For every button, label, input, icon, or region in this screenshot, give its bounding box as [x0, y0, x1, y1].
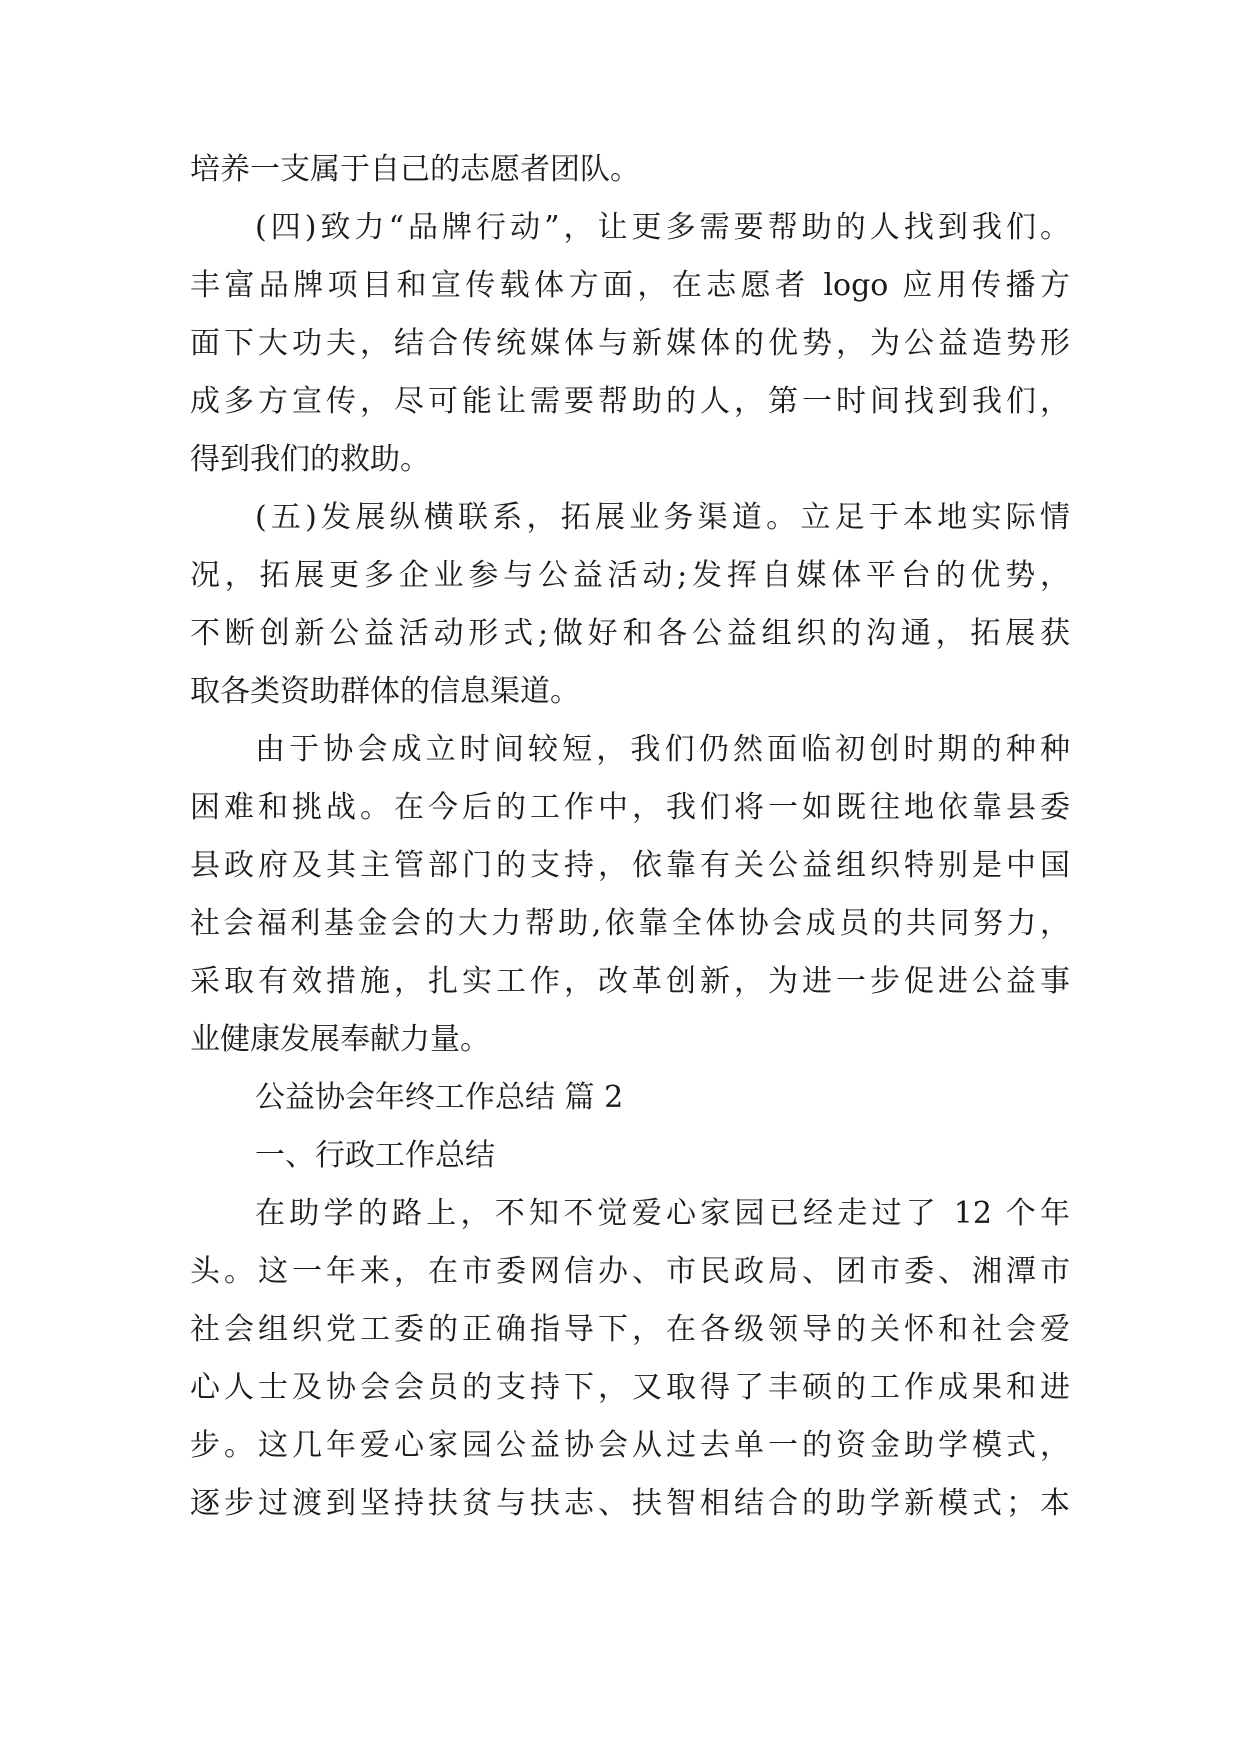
text-line: 县政府及其主管部门的支持，依靠有关公益组织特别是中国: [190, 848, 1070, 883]
text-line: 得到我们的救助。: [190, 442, 430, 477]
text-line: 取各类资助群体的信息渠道。: [190, 674, 580, 709]
text-line: 困难和挑战。在今后的工作中，我们将一如既往地依靠县委: [190, 790, 1070, 825]
text-line: 在助学的路上，不知不觉爱心家园已经走过了 12 个年: [255, 1196, 1070, 1231]
text-line: (五)发展纵横联系，拓展业务渠道。立足于本地实际情: [255, 500, 1070, 535]
subsection-heading: 一、行政工作总结: [255, 1138, 495, 1173]
text-line: 况，拓展更多企业参与公益活动;发挥自媒体平台的优势，: [190, 558, 1070, 593]
text-line: 由于协会成立时间较短，我们仍然面临初创时期的种种: [255, 732, 1070, 767]
text-line: (四)致力“品牌行动”，让更多需要帮助的人找到我们。: [255, 210, 1070, 245]
text-line: 社会组织党工委的正确指导下，在各级领导的关怀和社会爱: [190, 1312, 1070, 1347]
text-line: 头。这一年来，在市委网信办、市民政局、团市委、湘潭市: [190, 1254, 1070, 1289]
text-line: 面下大功夫，结合传统媒体与新媒体的优势，为公益造势形: [190, 326, 1070, 361]
text-line: 社会福利基金会的大力帮助,依靠全体协会成员的共同努力，: [190, 906, 1070, 941]
text-line: 成多方宣传，尽可能让需要帮助的人，第一时间找到我们，: [190, 384, 1070, 419]
text-line: 丰富品牌项目和宣传载体方面，在志愿者 logo 应用传播方: [190, 268, 1070, 303]
text-line: 采取有效措施，扎实工作，改革创新，为进一步促进公益事: [190, 964, 1070, 999]
text-line: 业健康发展奉献力量。: [190, 1022, 490, 1057]
text-line: 心人士及协会会员的支持下，又取得了丰硕的工作成果和进: [190, 1370, 1070, 1405]
text-line: 不断创新公益活动形式;做好和各公益组织的沟通，拓展获: [190, 616, 1070, 651]
text-line: 步。这几年爱心家园公益协会从过去单一的资金助学模式，: [190, 1428, 1070, 1463]
text-line: 逐步过渡到坚持扶贫与扶志、扶智相结合的助学新模式；本: [190, 1486, 1070, 1521]
section-heading: 公益协会年终工作总结 篇 2: [255, 1080, 624, 1115]
text-line: 培养一支属于自己的志愿者团队。: [190, 152, 640, 187]
